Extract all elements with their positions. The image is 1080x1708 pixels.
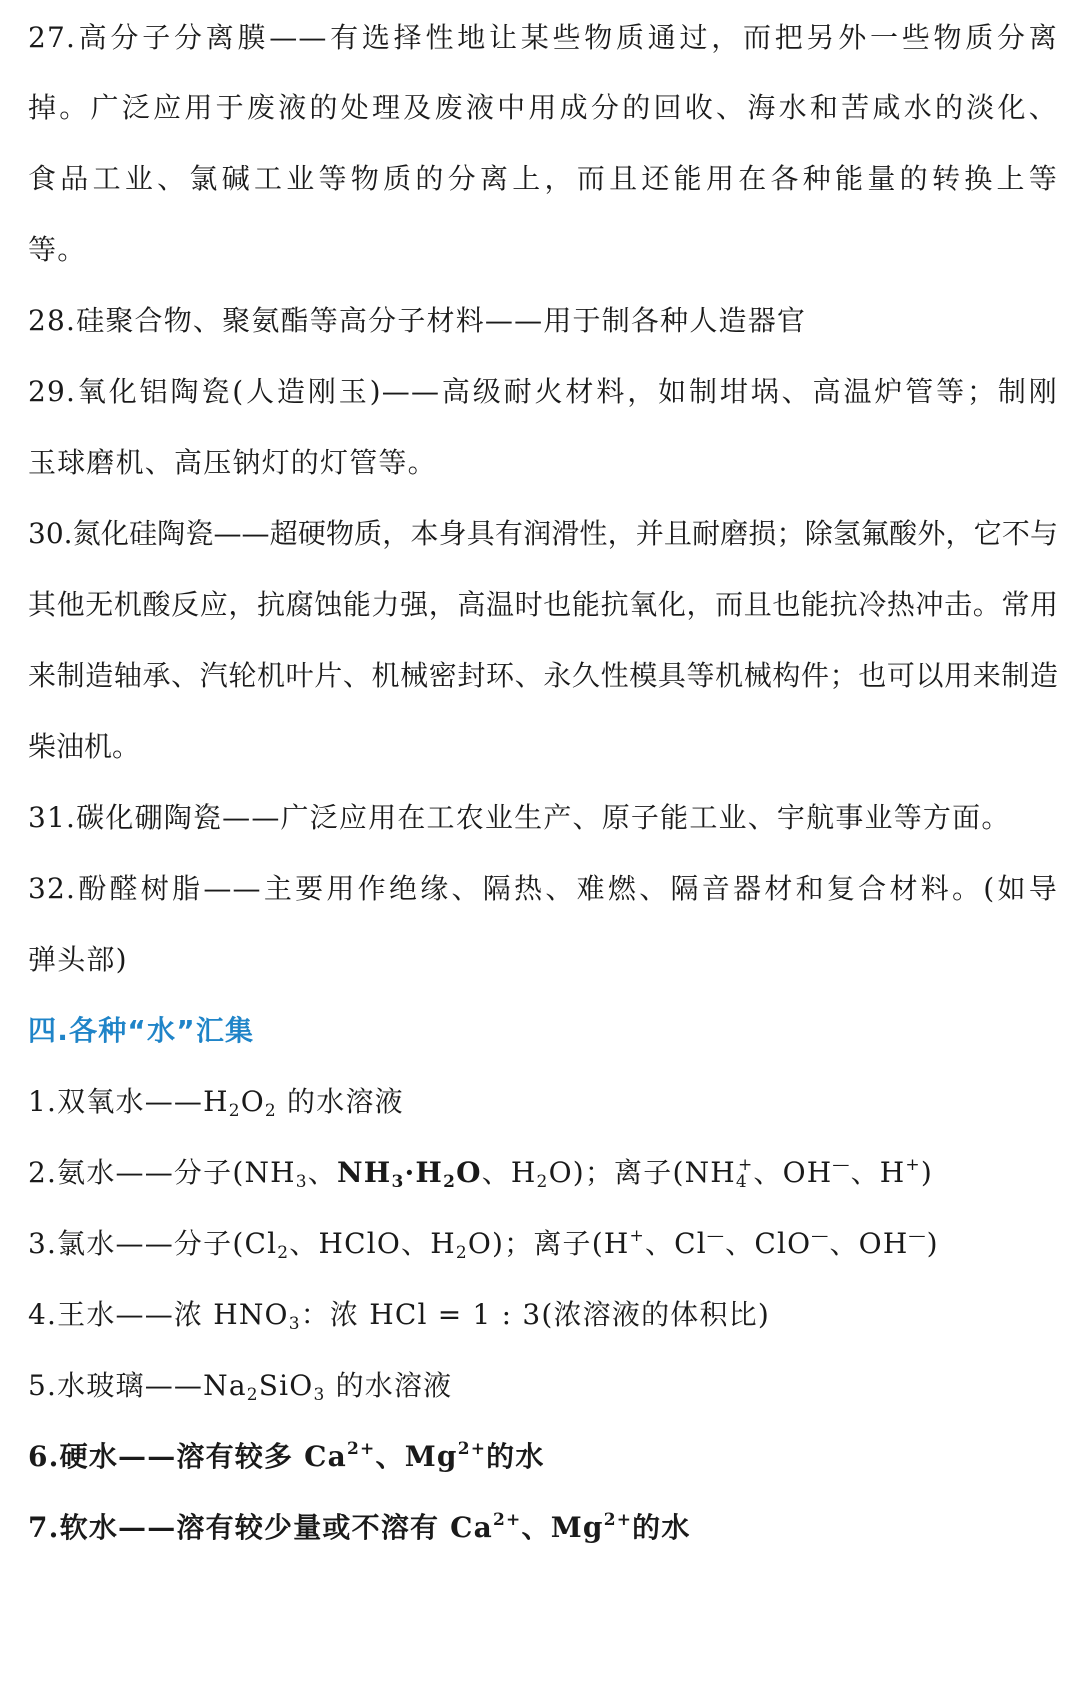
- paragraph-27-line-3: 食品工业、氯碱工业等物质的分离上，而且还能用在各种能量的转换上等: [28, 162, 1058, 195]
- paragraph-29-line-1: 29.氧化铝陶瓷(人造刚玉)——高级耐火材料，如制坩埚、高温炉管等；制刚: [28, 375, 1058, 408]
- paragraph-27-line-1: 27.高分子分离膜——有选择性地让某些物质通过，而把另外一些物质分离: [28, 21, 1058, 54]
- paragraph-31-line-1: 31.碳化硼陶瓷——广泛应用在工农业生产、原子能工业、宇航事业等方面。: [28, 801, 1011, 834]
- ammonia-hydrate-formula: $NH_3\cdot H_2O$: [337, 1156, 482, 1192]
- paragraph-30-line-4: 柴油机。: [28, 730, 141, 763]
- paragraph-32-line-1: 32.酚醛树脂——主要用作绝缘、隔热、难燃、隔音器材和复合材料。(如导: [28, 872, 1058, 905]
- paragraph-27-line-2: 掉。广泛应用于废液的处理及废液中用成分的回收、海水和苦咸水的淡化、: [28, 91, 1058, 124]
- paragraph-32-line-2: 弹头部): [28, 943, 128, 976]
- water-item-1: 1.双氧水$——H_2O_2$ 的水溶液: [28, 1085, 404, 1121]
- paragraph-28-line-1: 28.硅聚合物、聚氨酯等高分子材料——用于制各种人造器官: [28, 304, 807, 337]
- paragraph-30-line-1: 30.氮化硅陶瓷——超硬物质，本身具有润滑性，并且耐磨损；除氢氟酸外，它不与: [28, 517, 1058, 550]
- paragraph-30-line-3: 来制造轴承、汽轮机叶片、机械密封环、永久性模具等机械构件；也可以用来制造: [28, 659, 1058, 692]
- water-item-3: 3.氯水——分子($Cl_2$、HClO、$H_2O$)；离子(H+、Cl—、ClO—、OH—): [28, 1226, 939, 1263]
- water-item-5: 5.水玻璃$——Na_2SiO_3$ 的水溶液: [28, 1369, 453, 1405]
- paragraph-27-line-4: 等。: [28, 233, 87, 266]
- paragraph-30-line-2: 其他无机酸反应，抗腐蚀能力强，高温时也能抗氧化，而且也能抗冷热冲击。常用: [28, 588, 1058, 621]
- water-item-4: 4.王水——浓 $HNO_3$：浓 HCl = 1 : 3(浓溶液的体积比): [28, 1298, 771, 1334]
- paragraph-29-line-2: 玉球磨机、高压钠灯的灯管等。: [28, 446, 437, 479]
- water-item-6: 6.硬水——溶有较多 $Ca^{2+}$、$Mg^{2+}$的水: [28, 1439, 545, 1473]
- water-item-7: 7.软水——溶有较少量或不溶有 $Ca^{2+}$、$Mg^{2+}$的水: [28, 1510, 691, 1544]
- section-heading: 四.各种“水”汇集: [28, 1014, 255, 1047]
- water-item-2: 2.氨水——分子($NH_3$、$NH_3\cdot H_2O$、$H_2O$)；离子($NH_4^+$、OH—、H+): [28, 1155, 933, 1192]
